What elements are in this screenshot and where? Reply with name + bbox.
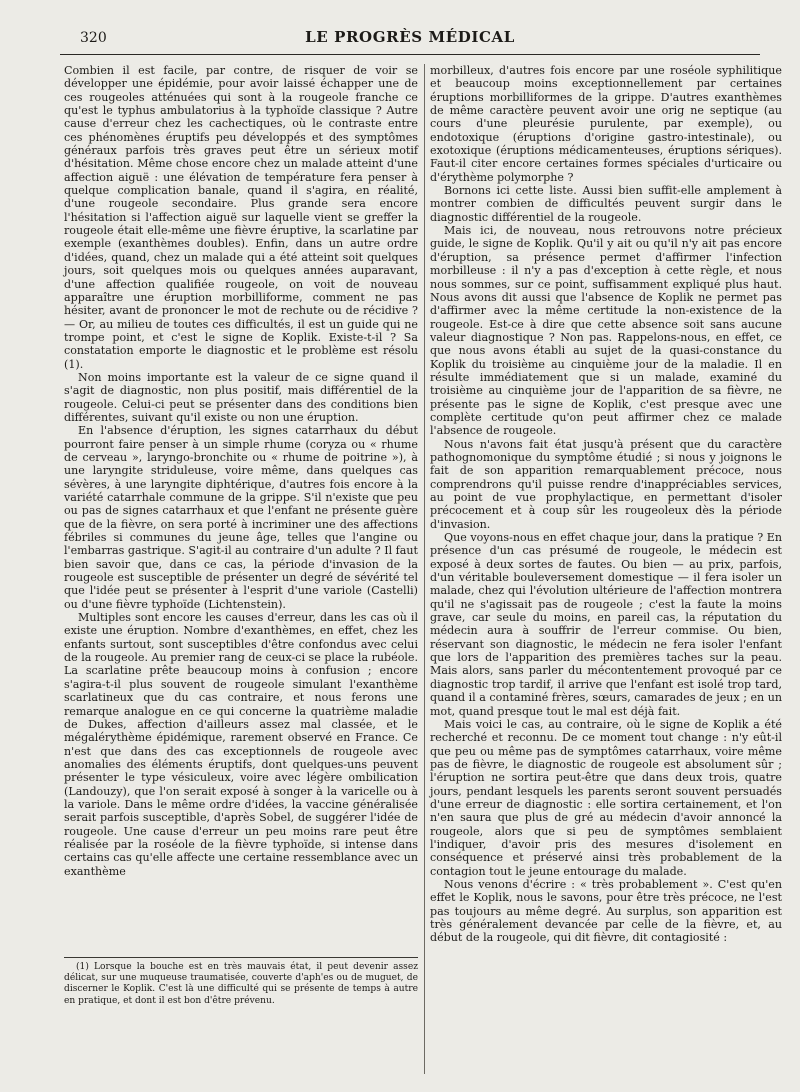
- paragraph: Mais voici le cas, au contraire, où le signe de Koplik a été recherché et reconnu. De ce moment tout change : n'y eût-il que peu ou même pas de symptômes catarrhaux, voire même pas de fièvre, le diagnostic de rougeole est absolument sûr ; l'éruption ne sortira peut-être que dans deux trois, quatre jours, pendant lesquels les parents seront souvent persuadés d'une erreur de diagnostic : elle sortira certainement, et l'on n'en saura que plus de gré au médecin d'avoir annoncé la rougeole, alors que si peu de symptômes semblaient l'indiquer, d'avoir pris des mesures d'isolement en conséquence et préservé ainsi très probablement de la contagion tout le jeune entourage du malade.: [430, 717, 782, 878]
- paragraph: Multiples sont encore les causes d'erreur, dans les cas où il existe une éruption. Nombre d'exanthèmes, en effet, chez les enfants surtout, sont susceptibles d'être confondus avec celui de la rougeole. Au premier rang de ceux-ci se place la rubéole. La scarlatine prête beaucoup moins à confusion ; encore s'agira-t-il plus souvent de rougeole simulant l'exanthème scarlatineux que du cas contraire, et nous ferons une remarque analogue en ce qui concerne la quatrième maladie de Dukes, affection d'ailleurs assez mal classée, et le mégalérythème épidémique, rarement observé en France. Ce n'est que dans des cas exceptionnels de rougeole avec anomalies des éléments éruptifs, dont quelques-uns peuvent présenter le type vésiculeux, voire avec légère ombilication (Landouzy), que l'on serait exposé à songer à la varicelle ou à la variole. Dans le même ordre d'idées, la vaccine généralisée serait parfois susceptible, d'après Sobel, de suggérer l'idée de rougeole. Une cause d'erreur un peu moins rare peut être réalisée par la roséole de la fièvre typhoïde, si intense dans certains cas qu'elle affecte une certaine ressemblance avec un exanthème: [64, 611, 419, 878]
- footnote: [64, 962, 418, 1007]
- paragraph: Combien il est facile, par contre, de risquer de voir se développer une épidémie, pour avoir laissé échapper une de ces rougeoles atténuées qui sont à la rougeole franche ce qu'est le typhus ambulatorius à la typhoïde classique ? Autre cause d'erreur chez les cachectiques, où le contraste entre ces phénomènes éruptifs peu développés et des symptômes généraux parfois très graves peut être un sérieux motif d'hésitation. Même chose encore chez un malade atteint d'une affection aiguë : une élévation de température fera penser à quelque complication banale, quand il s'agira, en réalité, d'une rougeole secondaire. Plus grande sera encore l'hésitation si l'affection aiguë sur laquelle vient se greffer la rougeole était elle-même une fièvre éruptive, la scarlatine par exemple (exanthèmes doubles). Enfin, dans un autre ordre d'idées, quand, chez un malade qui a été atteint soit quelques jours, soit quelques mois ou quelques années auparavant, d'une affection qualifiée rougeole, on voit de nouveau apparaître une éruption morbilliforme, comment ne pas hésiter, avant de prononcer le mot de rechute ou de récidive ? — Or, au milieu de toutes ces difficultés, il est un guide qui ne trompe point, et c'est le signe de Koplik. Existe-t-il ? Sa constatation emporte le diagnostic et le problème est résolu (1).: [64, 64, 418, 371]
- paragraph: Mais ici, de nouveau, nous retrouvons notre précieux guide, le signe de Koplik. Qu'il y ait ou qu'il n'y ait pas encore d'éruption, sa présence permet d'affirmer l'infection morbilleuse : il n'y a pas d'exception à cette règle, et nous nous sommes, sur ce point, suffisamment expliqué plus haut. Nous avons dit aussi que l'absence de Koplik ne permet pas d'affirmer avec la même certitude la non-existence de la rougeole. Est-ce à dire que cette absence soit sans aucune valeur diagnostique ? Non pas. Rappelons-nous, en effet, ce que nous avons établi au sujet de la quasi-constance du Koplik du troisième au cinquième jour de la maladie. Il en résulte immédiatement que si un malade, examiné du troisième au cinquième jour de l'apparition de sa fièvre, ne présente pas le signe de Koplik, c'est presque avec une complète certitude qu'on peut affirmer chez ce malade l'absence de rougeole.: [430, 224, 782, 438]
- paragraph: Nous n'avons fait état jusqu'à présent que du caractère pathognomonique du symptôme étudié ; si nous y joignons le fait de son apparition remarquablement précoce, nous comprendrons qu'il puisse rendre d'inappréciables services, au point de vue prophylactique, en permettant d'isoler précocement et à coup sûr les rougeoleux dès la période d'invasion.: [430, 437, 782, 531]
- footnote-text: (1) Lorsque la bouche est en très mauvais état, il peut devenir assez délicat, sur une muqueuse traumatisée, couverte d'aph'es ou de muguet, de discerner le Koplik. C'est là une difficulté qui se présente de temps à autre en pratique, et dont il est bon d'être prévenu.: [64, 962, 418, 1006]
- paragraph: Que voyons-nous en effet chaque jour, dans la pratique ? En présence d'un cas présumé de rougeole, le médecin est exposé à deux sortes de fautes. Ou bien — au prix, parfois, d'un véritable bouleversement domestique — il fera isoler un malade, chez qui l'évolution ultérieure de l'affection montrera qu'il ne s'agissait pas de rougeole ; c'est la faute la moins grave, car seule du moins, en pareil cas, la réputation du médecin aura à souffrir de l'erreur commise. Ou bien, réservant son diagnostic, le médecin ne fera isoler l'enfant que lors de l'apparition des premières taches sur la peau. Mais alors, sans parler du mécontentement provoqué par ce diagnostic trop tardif, il arrive que l'enfant est isolé trop tard, quand il a contaminé frères, sœurs, camarades de jeux ; en un mot, quand presque tout le mal est déjà fait.: [430, 531, 782, 718]
- paragraph: En l'absence d'éruption, les signes catarrhaux du début pourront faire penser à un simple rhume (coryza ou « rhume de cerveau », laryngo-bronchite ou « rhume de poitrine »), à une laryngite striduleuse, voire même, dans quelques cas sévères, à une laryngite diphtérique, d'autres fois encore à la variété catarrhale commune de la grippe. S'il n'existe que peu ou pas de signes catarrhaux et que l'enfant ne présente guère que de la fièvre, on sera porté à incriminer une des affections fébriles si communes du jeune âge, telles que l'angine ou l'embarras gastrique. S'agit-il au contraire d'un adulte ? Il faut bien savoir que, dans ce cas, la période d'invasion de la rougeole est susceptible de présenter un degré de sévérité tel que l'idée peut se présenter à l'esprit d'une variole (Castelli) ou d'une fièvre typhoïde (Lichtenstein).: [64, 424, 418, 611]
- paragraph: Nous venons d'écrire : « très probablement ». C'est qu'en effet le Koplik, nous le savons, pour être très précoce, ne l'est pas toujours au même degré. Au surplus, son apparition est très généralement devancée par celle de la fièvre, et, au début de la rougeole, qui dit fièvre, dit contagiosité :: [430, 877, 782, 945]
- column-divider: [424, 64, 425, 1074]
- right-column: [430, 64, 782, 945]
- paragraph: Bornons ici cette liste. Aussi bien suffit-elle amplement à montrer combien de difficultés peuvent surgir dans le diagnostic différentiel de la rougeole.: [430, 184, 782, 224]
- left-column: [64, 64, 418, 878]
- footnote-divider: [64, 957, 418, 958]
- paragraph: morbilleux, d'autres fois encore par une roséole syphilitique et beaucoup moins exceptionnellement par certaines éruptions morbilliformes de la grippe. D'autres exanthèmes de même caractère peuvent avoir une orig ne septique (au cours d'une pleurésie purulente, par exemple), ou endotoxique (éruptions d'origine gastro-intestinale), ou exotoxique (éruptions médicamenteuses, éruptions sériques). Faut-il citer encore certaines formes spéciales d'urticaire ou d'érythème polymorphe ?: [430, 64, 782, 184]
- paragraph: Non moins importante est la valeur de ce signe quand il s'agit de diagnostic, non plus positif, mais différentiel de la rougeole. Celui-ci peut se présenter dans des conditions bien différentes, suivant qu'il existe ou non une éruption.: [64, 370, 418, 424]
- page-number: 320: [80, 30, 107, 46]
- page-header: [60, 22, 760, 55]
- journal-title: LE PROGRÈS MÉDICAL: [305, 28, 515, 46]
